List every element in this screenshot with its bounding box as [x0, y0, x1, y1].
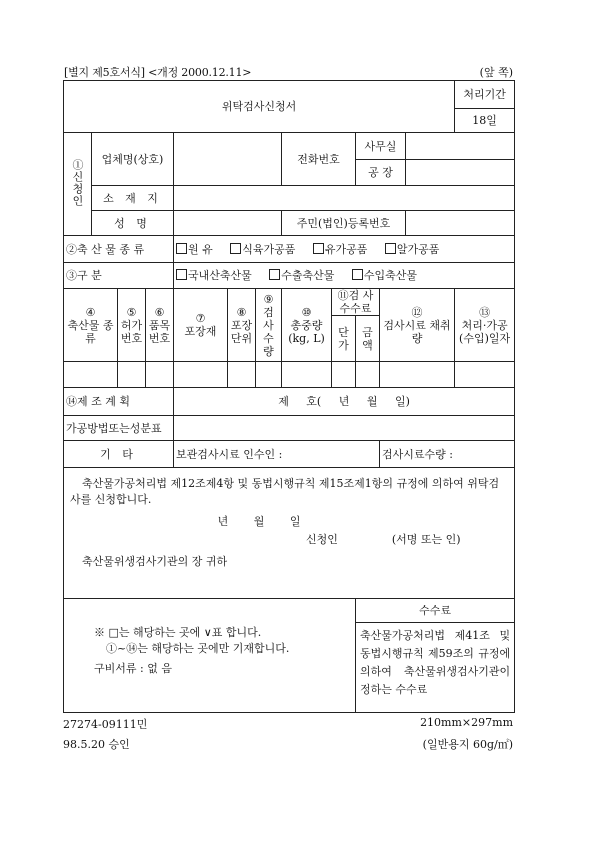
category-label: ③구 분	[64, 263, 174, 289]
col-permit-number: ⑤ 허가 번호	[118, 289, 146, 362]
statement-body: 축산물가공처리법 제12조제4항 및 동법시행규칙 제15조제1항의 규정에 의하여 위탁검사를 신청합니다.	[70, 477, 500, 506]
processing-method-label: 가공방법또는성분표	[64, 416, 174, 441]
option-raw-milk[interactable]: 원 유	[176, 243, 213, 256]
paper-type: (일반용지 60g/㎡)	[422, 738, 513, 751]
col-inspection-fee: ⑪검 사 수수료	[332, 289, 380, 316]
address-label: 소 재 지	[92, 186, 174, 211]
checkbox-icon[interactable]	[230, 243, 241, 254]
sample-quantity-field[interactable]: 검사시료수량 :	[380, 441, 515, 468]
cell-fee-unit-price[interactable]	[332, 362, 356, 388]
cell-packaging[interactable]	[174, 362, 228, 388]
col-item-number: ⑥ 품목 번호	[146, 289, 174, 362]
manufacture-plan-value[interactable]: 제 호( 년 월 일)	[174, 388, 515, 416]
page-side: (앞 쪽)	[479, 66, 513, 79]
applicant-label: 신청인	[306, 533, 338, 546]
cell-inspection-qty[interactable]	[256, 362, 282, 388]
livestock-type-label: ②축 산 물 종 류	[64, 236, 174, 263]
option-domestic[interactable]: 국내산축산물	[176, 269, 252, 282]
sample-receiver-field[interactable]: 보관검사시료 인수인 :	[174, 441, 380, 468]
category-options	[174, 263, 515, 289]
option-export[interactable]: 수출축산물	[269, 269, 334, 282]
applicant-section-label: ①신청인	[64, 133, 92, 236]
phone-label: 전화번호	[282, 133, 356, 186]
registration-number-label: 주민(법인)등록번호	[282, 211, 406, 236]
col-fee-unit-price: 단가	[332, 316, 356, 362]
col-sample-amount: ⑫ 검사시료 채취량	[380, 289, 455, 362]
col-pack-unit: ⑧ 포장 단위	[228, 289, 256, 362]
manufacture-plan-label: ⑭제 조 계 획	[64, 388, 174, 416]
checkbox-icon[interactable]	[352, 269, 363, 280]
approval-date: 98.5.20 승인	[63, 738, 130, 751]
cell-livestock-kind[interactable]	[64, 362, 118, 388]
checkbox-icon[interactable]	[176, 269, 187, 280]
processing-period-value: 18일	[455, 109, 515, 133]
cell-permit-number[interactable]	[118, 362, 146, 388]
statement-date[interactable]: 년 월 일	[217, 515, 301, 528]
fee-description: 축산물가공처리법 제41조 및 동법시행규칙 제59조의 규정에 의하여 축산물위생검사기관이 정하는 수수료	[356, 623, 515, 713]
cell-fee-amount[interactable]	[356, 362, 380, 388]
factory-label: 공 장	[356, 160, 406, 186]
notes-box	[64, 599, 356, 713]
cell-item-number[interactable]	[146, 362, 174, 388]
processing-period-label: 처리기간	[455, 81, 515, 109]
signature-field[interactable]: (서명 또는 인)	[391, 533, 461, 546]
col-livestock-kind: ④ 축산물 종류	[64, 289, 118, 362]
note-fill-numbers: ①~⑭는 해당하는 곳에만 기재합니다.	[106, 642, 290, 655]
table-row	[64, 362, 515, 388]
cell-total-weight[interactable]	[282, 362, 332, 388]
option-import[interactable]: 수입축산물	[352, 269, 417, 282]
other-label: 기 타	[64, 441, 174, 468]
checkbox-icon[interactable]	[269, 269, 280, 280]
cell-pack-unit[interactable]	[228, 362, 256, 388]
form-number: [별지 제5호서식] <개정 2000.12.11>	[64, 66, 252, 79]
company-name-label: 업체명(상호)	[92, 133, 174, 186]
cell-sample-amount[interactable]	[380, 362, 455, 388]
col-processing-date: ⑬ 처리·가공 (수입)일자	[455, 289, 515, 362]
option-milk-products[interactable]: 유가공품	[313, 243, 368, 256]
option-meat-products[interactable]: 식육가공품	[230, 243, 295, 256]
col-packaging: ⑦ 포장재	[174, 289, 228, 362]
name-field[interactable]	[174, 211, 282, 236]
note-checkbox: ※ □는 해당하는 곳에 ∨표 합니다.	[94, 626, 262, 639]
option-egg-products[interactable]: 알가공품	[385, 243, 440, 256]
fee-title: 수수료	[356, 599, 515, 623]
office-phone-field[interactable]	[406, 133, 515, 160]
col-fee-amount: 금액	[356, 316, 380, 362]
statement-signature-line	[70, 532, 508, 548]
form-code: 27274-09111민	[63, 718, 148, 731]
application-form-table	[63, 80, 515, 713]
checkbox-icon[interactable]	[385, 243, 396, 254]
checkbox-icon[interactable]	[176, 243, 187, 254]
company-name-field[interactable]	[174, 133, 282, 186]
factory-phone-field[interactable]	[406, 160, 515, 186]
paper-size: 210mm×297mm	[420, 716, 513, 729]
cell-processing-date[interactable]	[455, 362, 515, 388]
note-documents: 구비서류 : 없 음	[94, 662, 172, 675]
office-label: 사무실	[356, 133, 406, 160]
statement-addressee: 축산물위생검사기관의 장 귀하	[82, 555, 228, 568]
address-field[interactable]	[174, 186, 515, 211]
col-total-weight: ⑩ 총중량 (kg, L)	[282, 289, 332, 362]
name-label: 성 명	[92, 211, 174, 236]
col-inspection-qty: ⑨ 검사 수량	[256, 289, 282, 362]
livestock-type-options	[174, 236, 515, 263]
processing-method-field[interactable]	[174, 416, 515, 441]
checkbox-icon[interactable]	[313, 243, 324, 254]
registration-number-field[interactable]	[406, 211, 515, 236]
application-statement	[64, 468, 515, 599]
form-title: 위탁검사신청서	[64, 81, 455, 133]
